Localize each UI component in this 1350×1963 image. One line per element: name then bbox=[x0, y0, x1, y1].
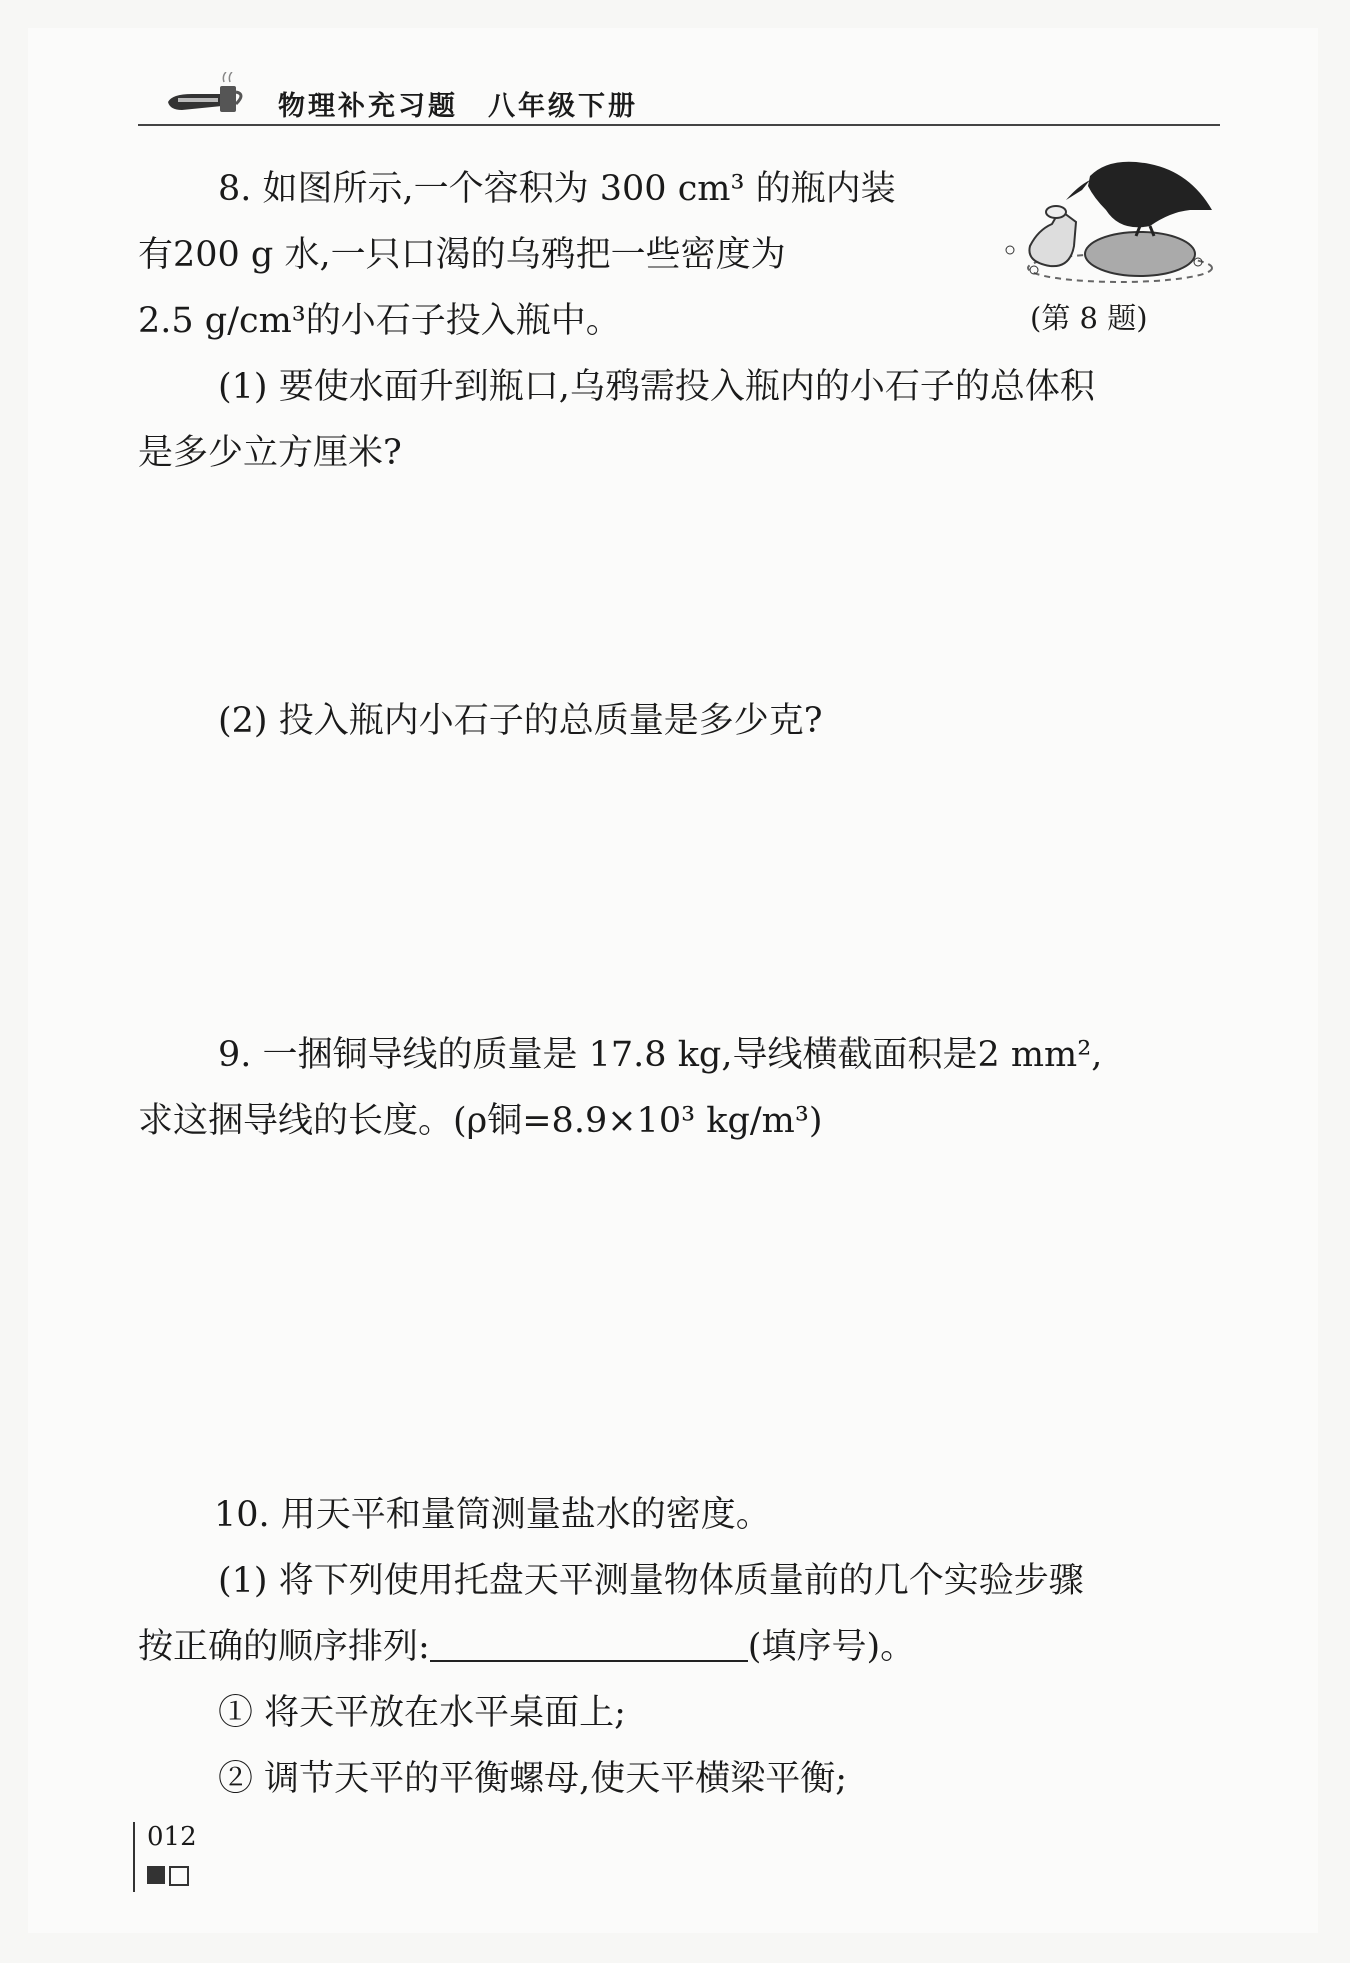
q10-part1-line2 bbox=[138, 1614, 915, 1680]
q8-part2: (2) 投入瓶内小石子的总质量是多少克? bbox=[218, 701, 823, 741]
q10-part1-line1: (1) 将下列使用托盘天平测量物体质量前的几个实验步骤 bbox=[218, 1561, 1084, 1601]
q9-line1: 9. 一捆铜导线的质量是 17.8 kg,导线横截面积是2 mm², bbox=[218, 1035, 1103, 1075]
q10-line1: 10. 用天平和量筒测量盐水的密度。 bbox=[214, 1495, 771, 1535]
empty-square-icon bbox=[169, 1866, 189, 1886]
q8-part1-line2: 是多少立方厘米? bbox=[138, 433, 402, 473]
answer-blank[interactable] bbox=[430, 1630, 748, 1662]
crow-bottle-illustration bbox=[990, 150, 1220, 290]
page-header bbox=[138, 70, 1220, 126]
q10-part1-line2-text: 按正确的顺序排列: bbox=[138, 1627, 430, 1667]
header-title: 物理补充习题 八年级下册 bbox=[278, 91, 638, 122]
filled-square-icon bbox=[147, 1866, 165, 1884]
q8-part1-line1: (1) 要使水面升到瓶口,乌鸦需投入瓶内的小石子的总体积 bbox=[218, 367, 1095, 407]
page-footer bbox=[133, 1822, 205, 1892]
q8-line2: 有200 g 水,一只口渴的乌鸦把一些密度为 bbox=[138, 235, 786, 275]
q9-line2: 求这捆导线的长度。(ρ铜=8.9×10³ kg/m³) bbox=[138, 1101, 823, 1141]
q8-line3: 2.5 g/cm³的小石子投入瓶中。 bbox=[138, 301, 621, 341]
q8-line1: 8. 如图所示,一个容积为 300 cm³ 的瓶内装 bbox=[218, 169, 896, 209]
book-cup-icon bbox=[162, 72, 252, 122]
figure-caption: (第 8 题) bbox=[1030, 301, 1148, 335]
page-number: 012 bbox=[147, 1822, 197, 1852]
q10-step1: ① 将天平放在水平桌面上; bbox=[218, 1693, 626, 1733]
q10-step2: ② 调节天平的平衡螺母,使天平横梁平衡; bbox=[218, 1759, 848, 1799]
q10-part1-line2-suffix: (填序号)。 bbox=[747, 1627, 916, 1667]
